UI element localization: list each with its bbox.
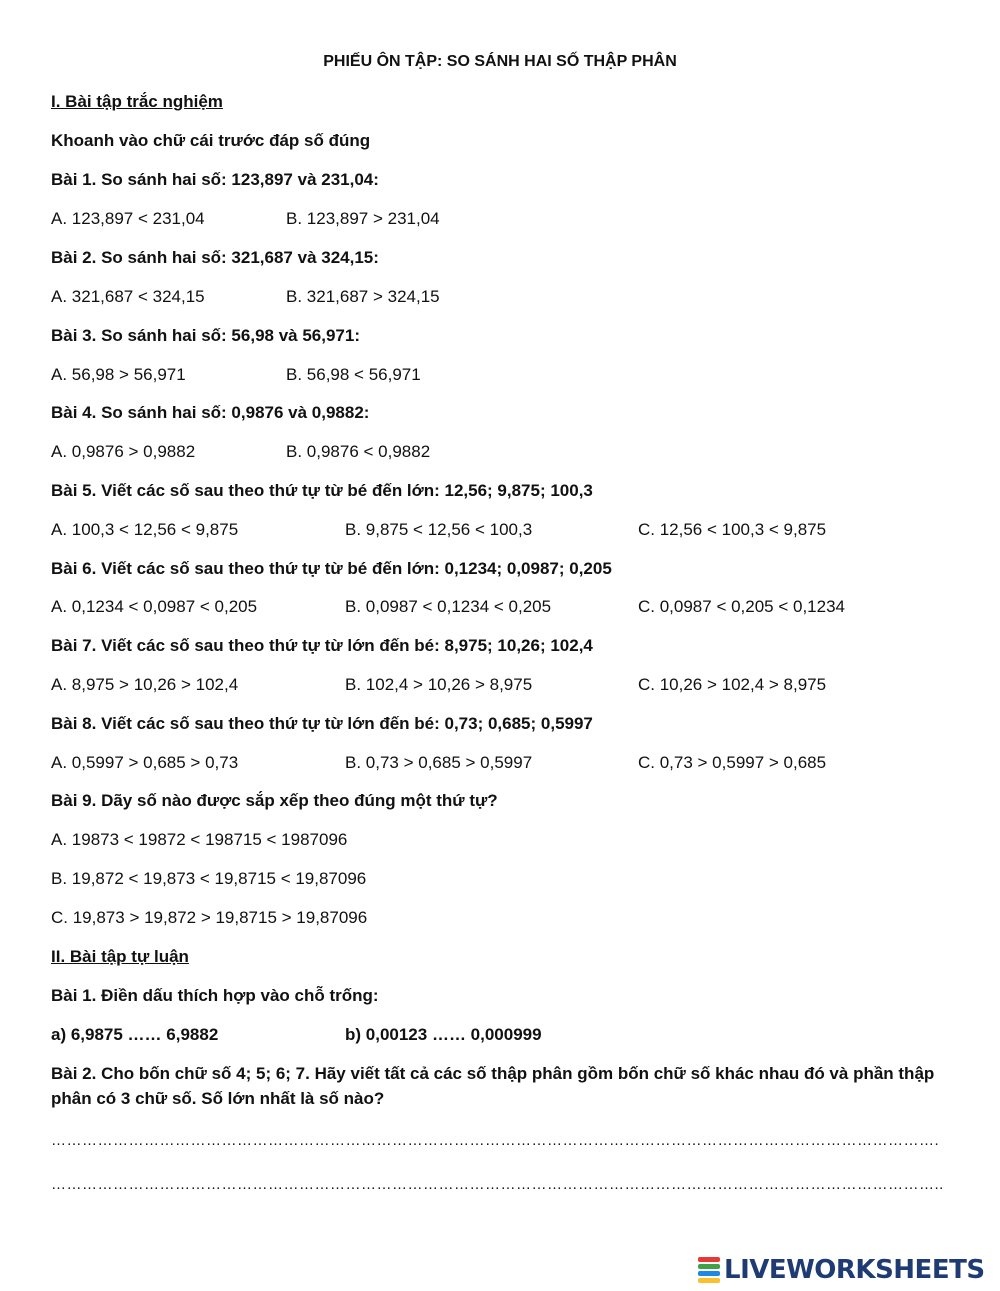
question-5-option-b[interactable]: B. 9,875 < 12,56 < 100,3 <box>345 520 533 539</box>
question-9-option-a[interactable]: A. 19873 < 19872 < 198715 < 1987096 <box>51 830 348 849</box>
question-1-prompt: Bài 1. So sánh hai số: 123,897 và 231,04: <box>51 170 379 189</box>
question-7-prompt: Bài 7. Viết các số sau theo thứ tự từ lớn đến bé: 8,975; 10,26; 102,4 <box>51 636 593 655</box>
essay-1-item-a[interactable]: a) 6,9875 …… 6,9882 <box>51 1025 219 1044</box>
question-4-option-a[interactable]: A. 0,9876 > 0,9882 <box>51 442 196 461</box>
question-5-option-c[interactable]: C. 12,56 < 100,3 < 9,875 <box>638 520 827 539</box>
question-4-options <box>0 441 1000 463</box>
section1-heading: I. Bài tập trắc nghiệm <box>51 92 223 111</box>
logo-letter-l <box>698 1257 720 1262</box>
question-8-option-a[interactable]: A. 0,5997 > 0,685 > 0,73 <box>51 753 239 772</box>
question-7-options <box>0 674 1000 696</box>
question-8-option-b[interactable]: B. 0,73 > 0,685 > 0,5997 <box>345 753 533 772</box>
question-2-options <box>0 286 1000 308</box>
question-1-option-b[interactable]: B. 123,897 > 231,04 <box>286 209 440 228</box>
essay-1-items <box>0 1024 1000 1046</box>
question-9-option-b[interactable]: B. 19,872 < 19,873 < 19,8715 < 19,87096 <box>51 869 367 888</box>
question-9-option-c[interactable]: C. 19,873 > 19,872 > 19,8715 > 19,87096 <box>51 908 368 927</box>
question-5-options <box>0 519 1000 541</box>
logo-letter-e <box>698 1278 720 1283</box>
question-6-option-c[interactable]: C. 0,0987 < 0,205 < 0,1234 <box>638 597 846 616</box>
question-3-option-b[interactable]: B. 56,98 < 56,971 <box>286 365 421 384</box>
question-6-options <box>0 596 1000 618</box>
question-7-option-c[interactable]: C. 10,26 > 102,4 > 8,975 <box>638 675 827 694</box>
logo-letter-i <box>698 1264 720 1269</box>
answer-line-2[interactable]: ……………………………………………………………………………………………………………………………………………………….. <box>51 1176 944 1193</box>
question-9-prompt: Bài 9. Dãy số nào được sắp xếp theo đúng một thứ tự? <box>51 791 498 810</box>
liveworksheets-logo <box>698 1253 985 1287</box>
question-5-option-a[interactable]: A. 100,3 < 12,56 < 9,875 <box>51 520 239 539</box>
question-8-option-c[interactable]: C. 0,73 > 0,5997 > 0,685 <box>638 753 827 772</box>
essay-2-prompt: Bài 2. Cho bốn chữ số 4; 5; 6; 7. Hãy viết tất cả các số thập phân gồm bốn chữ số khác nhau đó và phần thập phân có 3 chữ số. Số lớn nhất là số nào? <box>51 1064 935 1108</box>
question-2-option-b[interactable]: B. 321,687 > 324,15 <box>286 287 440 306</box>
question-1-options <box>0 208 1000 230</box>
question-7-option-b[interactable]: B. 102,4 > 10,26 > 8,975 <box>345 675 533 694</box>
question-2-prompt: Bài 2. So sánh hai số: 321,687 và 324,15: <box>51 248 379 267</box>
question-3-prompt: Bài 3. So sánh hai số: 56,98 và 56,971: <box>51 326 360 345</box>
question-4-prompt: Bài 4. So sánh hai số: 0,9876 và 0,9882: <box>51 403 370 422</box>
question-3-options <box>0 364 1000 386</box>
liveworksheets-logo-icon <box>698 1256 720 1284</box>
page-title: PHIẾU ÔN TẬP: SO SÁNH HAI SỐ THẬP PHÂN <box>323 53 677 70</box>
question-6-prompt: Bài 6. Viết các số sau theo thứ tự từ bé đến lớn: 0,1234; 0,0987; 0,205 <box>51 559 612 578</box>
essay-1-prompt: Bài 1. Điền dấu thích hợp vào chỗ trống: <box>51 986 379 1005</box>
question-1-option-a[interactable]: A. 123,897 < 231,04 <box>51 209 205 228</box>
question-7-option-a[interactable]: A. 8,975 > 10,26 > 102,4 <box>51 675 239 694</box>
answer-line-1[interactable]: ………………………………………………………………………………………………………………………………………………………. <box>51 1132 940 1149</box>
question-2-option-a[interactable]: A. 321,687 < 324,15 <box>51 287 205 306</box>
essay-1-item-b[interactable]: b) 0,00123 …… 0,000999 <box>345 1025 542 1044</box>
question-5-prompt: Bài 5. Viết các số sau theo thứ tự từ bé đến lớn: 12,56; 9,875; 100,3 <box>51 481 593 500</box>
question-6-option-b[interactable]: B. 0,0987 < 0,1234 < 0,205 <box>345 597 552 616</box>
question-8-prompt: Bài 8. Viết các số sau theo thứ tự từ lớn đến bé: 0,73; 0,685; 0,5997 <box>51 714 593 733</box>
question-6-option-a[interactable]: A. 0,1234 < 0,0987 < 0,205 <box>51 597 258 616</box>
section2-heading: II. Bài tập tự luận <box>51 947 189 966</box>
question-8-options <box>0 752 1000 774</box>
question-3-option-a[interactable]: A. 56,98 > 56,971 <box>51 365 186 384</box>
section1-instruction: Khoanh vào chữ cái trước đáp số đúng <box>51 131 371 150</box>
logo-letter-v <box>698 1271 720 1276</box>
question-4-option-b[interactable]: B. 0,9876 < 0,9882 <box>286 442 431 461</box>
brand-name: LIVEWORKSHEETS <box>724 1255 985 1285</box>
